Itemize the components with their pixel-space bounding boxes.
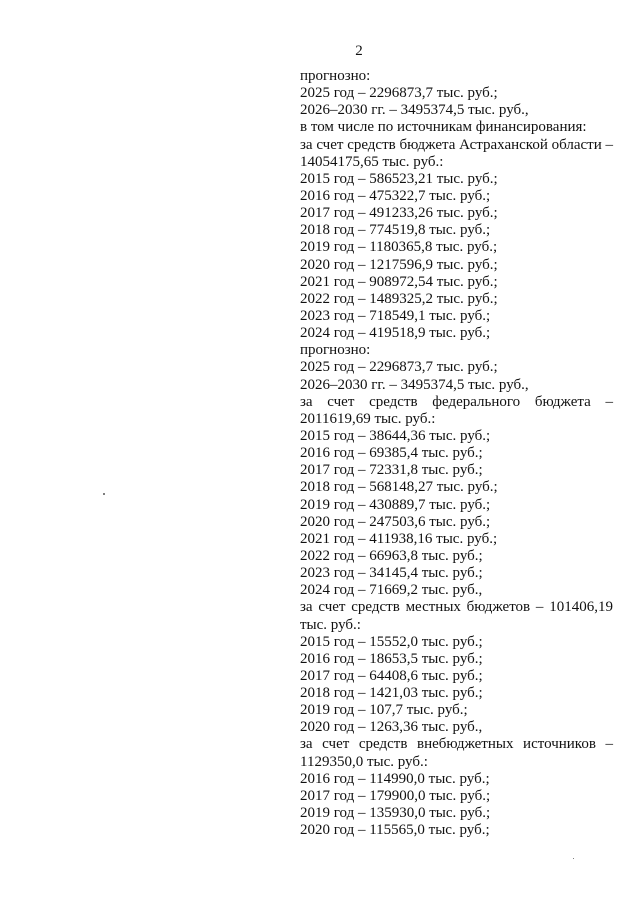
scan-speck: [103, 493, 105, 495]
text-word: счет: [318, 599, 346, 616]
text-word: федерального: [432, 393, 521, 410]
text-line: 2021 год – 411938,16 тыс. руб.;: [300, 530, 498, 547]
text-word: средств: [358, 736, 408, 753]
text-line: прогнозно:: [300, 342, 371, 359]
text-line: 2024 год – 419518,9 тыс. руб.;: [300, 325, 491, 342]
text-line: 2015 год – 586523,21 тыс. руб.;: [300, 170, 498, 187]
text-line: тыс. руб.:: [300, 616, 361, 633]
text-line: 2011619,69 тыс. руб.:: [300, 410, 436, 427]
text-line: 2024 год – 71669,2 тыс. руб.,: [300, 582, 483, 599]
text-line: 2017 год – 179900,0 тыс. руб.;: [300, 787, 491, 804]
text-line: 2020 год – 247503,6 тыс. руб.;: [300, 513, 491, 530]
text-word: –: [605, 393, 613, 410]
text-word: источников: [523, 736, 596, 753]
text-line: 2021 год – 908972,54 тыс. руб.;: [300, 273, 498, 290]
text-line: 2016 год – 475322,7 тыс. руб.;: [300, 187, 491, 204]
justified-text-line: [300, 599, 613, 616]
text-line: 2025 год – 2296873,7 тыс. руб.;: [300, 85, 498, 102]
text-line: 2018 год – 1421,03 тыс. руб.;: [300, 685, 483, 702]
text-line: 2017 год – 72331,8 тыс. руб.;: [300, 462, 483, 479]
text-word: внебюджетных: [417, 736, 514, 753]
text-line: 2017 год – 491233,26 тыс. руб.;: [300, 205, 498, 222]
justified-text-line: [300, 394, 613, 411]
text-line: 2016 год – 69385,4 тыс. руб.;: [300, 445, 483, 462]
text-line: 2019 год – 107,7 тыс. руб.;: [300, 702, 468, 719]
text-line: 2025 год – 2296873,7 тыс. руб.;: [300, 359, 498, 376]
text-line: 2016 год – 114990,0 тыс. руб.;: [300, 770, 490, 787]
text-line: 2015 год – 38644,36 тыс. руб.;: [300, 427, 491, 444]
text-word: –: [605, 136, 613, 153]
justified-text-line: [300, 137, 613, 154]
document-text-block: [300, 68, 613, 839]
text-line: 2018 год – 774519,8 тыс. руб.;: [300, 222, 491, 239]
text-line: 2019 год – 430889,7 тыс. руб.;: [300, 496, 491, 513]
text-line: 2020 год – 115565,0 тыс. руб.;: [300, 822, 490, 839]
text-word: за: [300, 599, 313, 616]
text-line: 2020 год – 1217596,9 тыс. руб.;: [300, 256, 498, 273]
text-word: области: [551, 136, 602, 153]
text-line: 1129350,0 тыс. руб.:: [300, 753, 428, 770]
text-word: –: [535, 599, 544, 616]
scan-speck: [573, 858, 574, 859]
text-word: бюджета: [534, 393, 591, 410]
text-line: 2018 год – 568148,27 тыс. руб.;: [300, 479, 498, 496]
text-word: средств: [369, 393, 418, 410]
text-word: за: [300, 736, 313, 753]
text-line: в том числе по источникам финансирования:: [300, 119, 587, 136]
text-word: 101406,19: [549, 599, 613, 616]
text-line: 2023 год – 718549,1 тыс. руб.;: [300, 307, 491, 324]
text-line: 2026–2030 гг. – 3495374,5 тыс. руб.,: [300, 102, 529, 119]
text-word: счет: [316, 136, 344, 153]
text-word: бюджетов: [466, 599, 531, 616]
text-word: местных: [405, 599, 461, 616]
text-line: 14054175,65 тыс. руб.:: [300, 153, 444, 170]
text-word: за: [300, 136, 313, 153]
justified-text-line: [300, 736, 613, 753]
text-line: 2016 год – 18653,5 тыс. руб.;: [300, 650, 483, 667]
text-line: 2015 год – 15552,0 тыс. руб.;: [300, 633, 483, 650]
page-number: 2: [355, 43, 363, 59]
text-word: –: [605, 736, 613, 753]
text-word: средств: [351, 599, 400, 616]
text-word: счет: [327, 393, 355, 410]
text-line: 2019 год – 135930,0 тыс. руб.;: [300, 805, 491, 822]
text-line: 2026–2030 гг. – 3495374,5 тыс. руб.,: [300, 376, 529, 393]
text-line: прогнозно:: [300, 68, 371, 84]
text-line: 2023 год – 34145,4 тыс. руб.;: [300, 565, 483, 582]
text-word: Астраханской: [459, 136, 548, 153]
text-word: счет: [322, 736, 350, 753]
text-line: 2022 год – 1489325,2 тыс. руб.;: [300, 290, 498, 307]
text-line: 2017 год – 64408,6 тыс. руб.;: [300, 667, 483, 684]
text-word: бюджета: [399, 136, 456, 153]
text-word: средств: [347, 136, 396, 153]
text-line: 2020 год – 1263,36 тыс. руб.,: [300, 719, 483, 736]
text-line: 2019 год – 1180365,8 тыс. руб.;: [300, 239, 498, 256]
text-word: за: [300, 393, 313, 410]
text-line: 2022 год – 66963,8 тыс. руб.;: [300, 547, 483, 564]
